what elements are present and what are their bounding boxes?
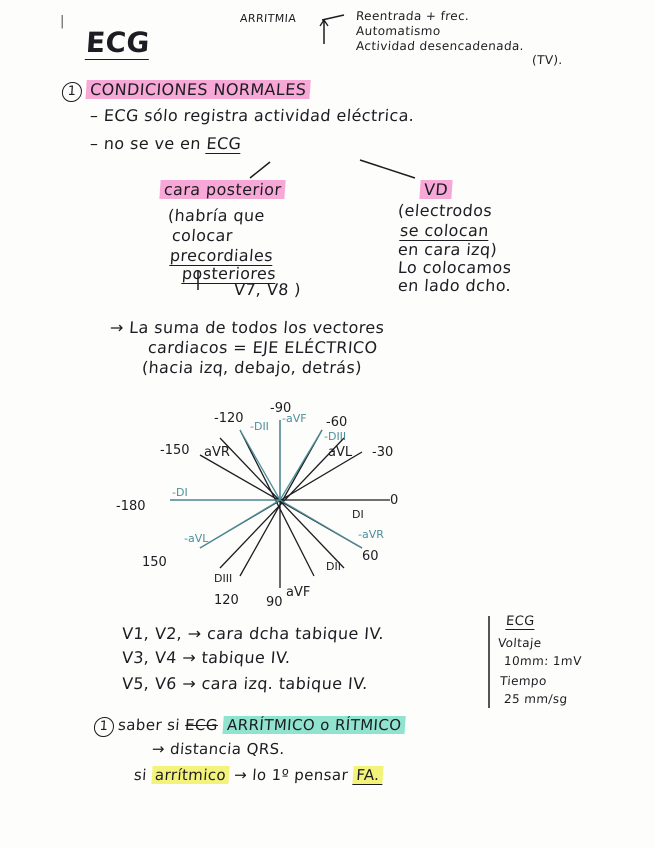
lead-avf: aVF <box>286 585 311 600</box>
vd-title: VD <box>419 180 452 199</box>
arrit-cause-2: Automatismo <box>355 24 442 38</box>
margin-mark: | <box>60 14 65 29</box>
axis-neg-diii <box>280 430 322 500</box>
vd-line-1: (electrodos <box>397 201 493 220</box>
hook-arrow-icon <box>190 268 206 294</box>
cara-posterior-line-5: V7, V8 ) <box>233 280 302 299</box>
lead-di: DI <box>352 508 364 521</box>
leads-row-3: V5, V6 → cara izq. tabique IV. <box>121 674 369 693</box>
arrit-cause-1: Reentrada + frec. <box>355 9 470 23</box>
section1-heading-text: CONDICIONES NORMALES <box>85 80 311 99</box>
axis-neg-avl <box>200 500 280 548</box>
vd-line-3: en cara izq) <box>397 240 498 259</box>
branch-arrow-icon <box>318 10 348 50</box>
deg-m150: -150 <box>160 443 190 458</box>
cara-posterior-line-2: colocar <box>171 226 234 245</box>
leads-row-2: V3, V4 → tabique IV. <box>121 648 292 667</box>
arrit-cause-4: (TV). <box>531 53 564 67</box>
cara-posterior-title: cara posterior <box>159 180 286 199</box>
section2-fa: FA. <box>353 766 384 785</box>
leads-row-1: V1, V2, → cara dcha tabique IV. <box>121 624 385 643</box>
neg-lead-di: -DI <box>172 486 188 499</box>
vd-line-4: Lo colocamos <box>397 258 513 277</box>
section2-ecg-struck: ECG <box>184 716 219 734</box>
lead-avr: aVR <box>204 445 230 460</box>
sum-line-1: → La suma de todos los vectores <box>109 318 386 337</box>
page-title: ECG <box>84 26 152 59</box>
section2-arritmico: arrítmico <box>151 766 229 784</box>
deg-m30: -30 <box>372 445 394 460</box>
neg-lead-avr: -aVR <box>358 528 384 541</box>
lead-avl: aVL <box>328 445 353 460</box>
hexaxial-diagram <box>100 390 430 620</box>
sum-line-2: cardiacos = EJE ELÉCTRICO <box>147 338 379 357</box>
neg-lead-avl: -aVL <box>184 532 209 545</box>
ecg-box-line-2: 10mm: 1mV <box>503 654 583 668</box>
ecg-box-title: ECG <box>505 614 536 629</box>
lead-dii: DII <box>326 560 341 573</box>
section2-highlight: ARRÍTMICO o RÍTMICO <box>222 716 406 734</box>
section2-line-3: si arrítmico → lo 1º pensar FA. <box>133 766 383 784</box>
deg-150: 150 <box>142 555 167 570</box>
section2-line-1: 1 saber si ECG ARRÍTMICO o RÍTMICO <box>93 716 406 737</box>
deg-90: 90 <box>266 595 283 610</box>
deg-0: 0 <box>390 493 399 508</box>
axis-lines <box>170 420 390 588</box>
deg-m120: -120 <box>214 411 244 426</box>
line-ecg-registra: – ECG sólo registra actividad eléctrica. <box>89 106 416 125</box>
neg-lead-avf: -aVF <box>282 412 307 425</box>
ecg-box-divider <box>484 612 494 712</box>
cara-posterior-line-1: (habría que <box>167 206 266 225</box>
lead-diii: DIII <box>214 572 233 585</box>
axis-neg-avr <box>280 500 362 548</box>
ecg-box-line-3: Tiempo <box>499 674 548 688</box>
arrit-cause-3: Actividad desencadenada. <box>355 39 525 53</box>
vd-line-2: se colocan <box>399 221 490 240</box>
sum-line-3: (hacia izq, debajo, detrás) <box>141 358 363 377</box>
deg-m180: -180 <box>116 499 146 514</box>
ecg-box-line-1: Voltaje <box>497 636 543 650</box>
deg-120: 120 <box>214 593 239 608</box>
ecg-box-line-4: 25 mm/sg <box>503 692 569 706</box>
section1-heading <box>61 80 311 102</box>
cara-posterior-line-3: precordiales <box>169 246 274 265</box>
line-no-se-ve: – no se ve en ECG <box>89 134 243 153</box>
section2-number: 1 <box>93 717 114 737</box>
neg-lead-dii: -DII <box>250 420 269 433</box>
section2-line-2: → distancia QRS. <box>151 740 286 758</box>
section1-number: 1 <box>61 82 82 102</box>
vd-line-5: en lado dcho. <box>397 276 512 295</box>
arrit-label: ARRITMIA <box>239 12 297 25</box>
neg-lead-diii: -DIII <box>324 430 347 443</box>
cara-posterior-line-4: posteriores <box>181 264 277 283</box>
deg-m90: -90 <box>270 401 292 416</box>
deg-60: 60 <box>362 549 379 564</box>
deg-m60: -60 <box>326 415 348 430</box>
line-no-se-ve-ecg: ECG <box>205 134 243 153</box>
